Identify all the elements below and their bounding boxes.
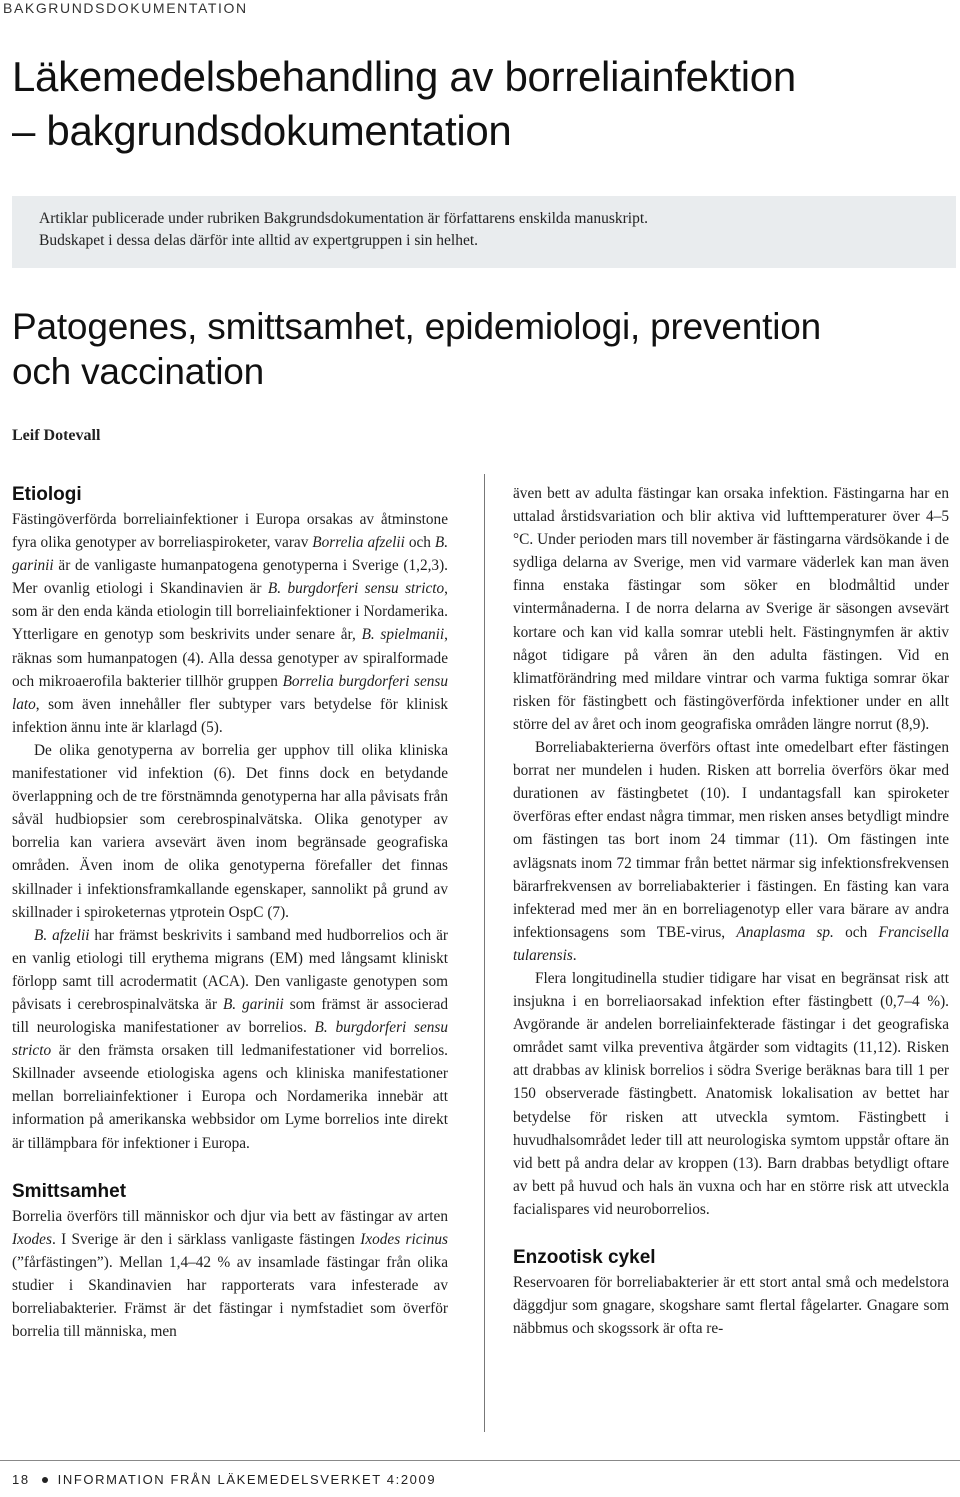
heading-etiologi: Etiologi [12, 484, 82, 505]
species-name: B. burgdorferi sensu stricto [267, 580, 445, 598]
page-footer [12, 1472, 436, 1487]
species-name: Ixodes [12, 1230, 52, 1248]
paragraph-smittsamhet-2: även bett av adulta fästingar kan orsaka infektion. Fästingarna har en uttalad årstidsvariation och blir aktiva vid lufttemperaturer över 4–5 °C. Under perioden mars till november är fästingarna värdsökande i de sydliga delarna av Sverige, men vid varmare väderlek kan man även finna enstaka fästingar som söker en blodmåltid under vintermånaderna. I de norra delarna av Sverige är säsongen avsevärt kortare och kan vid kalla somrar utebli helt. Fästingnymfen är aktiv något tidigare på våren än den adulta fästingen. Vid en klimatförändring med mildare vintrar och varma fuktiga somrar ökar risken för fästingbett och fästingöverförda infektioner under en allt större del av året och inom geografiska områden längre norrut (8,9). [513, 485, 949, 733]
heading-enzootisk-cykel: Enzootisk cykel [513, 1247, 656, 1268]
notice-line-1: Artiklar publicerade under rubriken Bakgrundsdokumentation är författarens enskilda manuskript. [39, 210, 649, 227]
text-run: . [572, 946, 577, 964]
article-title [12, 304, 821, 394]
left-column [12, 482, 448, 1343]
page-title [12, 50, 796, 158]
species-name: Anaplasma sp. [736, 923, 834, 941]
text-run: Borrelia överförs till människor och djur via bett av fästingar av arten [12, 1207, 448, 1225]
species-name: Borrelia burgdorferi sensu lato [12, 672, 448, 713]
paragraph-enzootisk-1: Reservoaren för borreliabakterier är ett stort antal små och medelstora däggdjur som gnagare, skogshare samt flertal fågelarter. Gnagare som näbbmus och skogssork är ofta re- [513, 1274, 949, 1338]
column-divider [484, 474, 485, 1432]
paragraph-etiologi-3 [12, 924, 448, 1155]
text-run: och [833, 923, 879, 941]
paragraph-smittsamhet-1 [12, 1205, 448, 1344]
text-run: (”fårfästingen”). Mellan 1,4–42 % av insamlade fästingar från olika studier i Skandinavien har rapporterats vara infesterade av borreliabakterier. Främst är det fästingar i nymfstadiet som överför borrelia till människa, men [12, 1253, 448, 1341]
notice-line-2: Budskapet i dessa delas därför inte alltid av expertgruppen i sin helhet. [39, 232, 479, 249]
paragraph-etiologi-2: De olika genotyperna av borrelia ger upphov till olika kliniska manifestationer vid infektion (6). Det finns dock en betydande överlappning och de tre förstnämnda genotyperna har alla påvisats från såväl hudbiopsier som cerebrospinalvätska. Olika genotyper av borrelia kan variera avsevärt även inom begränsade geografiska områden. Även inom de olika genotyperna förefaller det finnas skillnader i infektionsframkallande egenskaper, sannolikt på grund av skillnader i spiroketernas ytprotein OspC (7). [12, 741, 448, 921]
page-title-line-2: – bakgrundsdokumentation [12, 107, 512, 154]
article-title-line-2: och vaccination [12, 351, 265, 392]
species-name: B. garinii [222, 995, 284, 1013]
species-name: B. afzelii [34, 926, 90, 944]
author-name: Leif Dotevall [12, 427, 101, 444]
paragraph-smittsamhet-4: Flera longitudinella studier tidigare har visat en begränsat risk att insjukna i en borreliaorsakad infektion efter fästingbett (0,7–4 %). Avgörande är andelen borreliainfekterade fästingar i det geografiska området samt vilka preventiva åtgärder som vidtagits (11,12). Risken att drabbas av klinisk borrelios i södra Sverige beräknas bara till 1 per 150 observerade fästingbett. Anatomisk lokalisation av bettet har betydelse för risken att utveckla symtom. Fästingbett i huvudhalsområdet leder till att neurologiska symtom uppstår oftare än vid bett på andra delar av kroppen (13). Barn drabbas betydligt oftare av bett på huvud och hals än vuxna och har en större risk att utveckla facialispares vid neuroborrelios. [513, 969, 949, 1218]
species-name: B. garinii [12, 534, 449, 575]
page-title-line-1: Läkemedelsbehandling av borreliainfektion [12, 53, 796, 100]
text-run: är de vanligaste humanpatogena genotyperna i Sverige (1,2,3). Mer ovanlig etiologi i Skandinavien är [12, 557, 448, 598]
footer-divider [0, 1460, 960, 1461]
text-run: Borreliabakterierna överförs oftast inte omedelbart efter fästingen borrat ner mundelen i huden. Risken att borrelia överförs ökar med durationen av fästingbetet (10). I undantagsfall kan spiroketer överföras efter endast några timmar, men risken anses betydligt mindre om fästingen tas bort inom 24 timmar (11). Om fästingen inte avlägsnats inom 72 timmar från bettet närmar sig infektionsfrekvensen bärarfrekvensen av borreliabakterier i fästingen. En fästing kan vara infekterad med mer än en borreliagenotyp eller vara bärare av andra infektionsagens som TBE-virus, [513, 739, 949, 941]
text-run: . I Sverige är den i särklass vanligaste fästingen [51, 1230, 361, 1248]
section-label: BAKGRUNDSDOKUMENTATION [3, 0, 248, 16]
text-run: , som även innehåller fler subtyper vars betydelse för klinisk infektion ännu inte är klarlagd (5). [12, 695, 448, 736]
paragraph-smittsamhet-3 [513, 736, 949, 967]
text-run: och [404, 534, 435, 552]
text-run: Fästingöverförda borreliainfektioner i Europa orsakas av åtminstone fyra olika genotyper av borreliaspiroketer, varav [12, 511, 448, 552]
species-name: B. burgdorferi sensu stricto [12, 1019, 449, 1060]
species-name: Ixodes ricinus [360, 1230, 448, 1248]
text-run: är den främsta orsaken till ledmanifestationer vid borrelios. Skillnader avseende etiologiska agens och kliniska manifestationer mellan borreliainfektioner i Europa och Nordamerika innebär att information på amerikanska webbsidor om Lyme borrelios inte direkt är tillämpbara för infektioner i Europa. [12, 1042, 448, 1152]
bullet-dot-icon [42, 1477, 48, 1483]
text-run: , som är den enda kända etiologin till borreliainfektioner i Nordamerika. Ytterligare en genotyp som beskrivits under senare år, [12, 580, 448, 644]
right-column [513, 482, 949, 1340]
text-run: , räknas som humanpatogen (4). Alla dessa genotyper av spiralformade och mikroaerofila bakterier tillhör gruppen [12, 626, 448, 690]
heading-smittsamhet: Smittsamhet [12, 1180, 127, 1202]
publication-name: INFORMATION FRÅN LÄKEMEDELSVERKET 4:2009 [57, 1472, 437, 1487]
page-number: 18 [12, 1472, 30, 1487]
species-name: Francisella tularensis [513, 923, 949, 964]
text-run: har främst beskrivits i samband med hudborrelios och är en vanlig etiologi till erythema migrans (EM) med långsamt kliniskt förlopp samt till acrodermatit (ACA). Den vanligaste genotypen som påvisats i cerebrospinalvätska är [12, 926, 448, 1013]
species-name: B. spielmanii [361, 626, 445, 644]
editorial-notice [12, 196, 956, 268]
article-title-line-1: Patogenes, smittsamhet, epidemiologi, prevention [12, 306, 821, 347]
text-run: som främst är associerad till neurologiska manifestationer av borrelios. [12, 995, 449, 1037]
species-name: Borrelia afzelii [312, 534, 405, 552]
paragraph-etiologi-1 [12, 508, 448, 739]
